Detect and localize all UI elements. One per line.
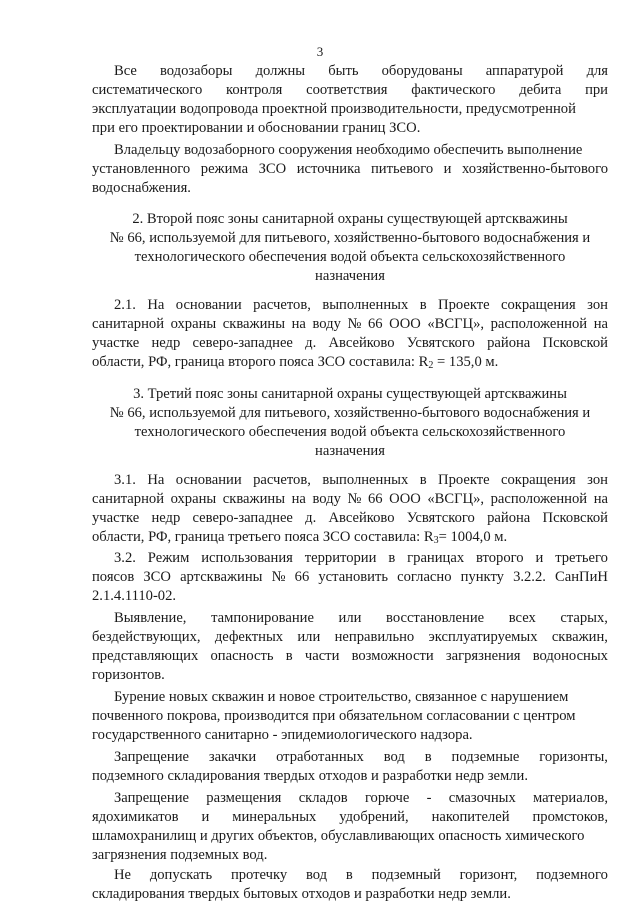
word: зон [587, 297, 608, 313]
word: ООО [389, 491, 421, 507]
word: дебита [519, 82, 562, 98]
word: ООО [389, 316, 421, 332]
paragraph-line: при его проектировании и обосновании границ ЗСО. [92, 120, 421, 136]
word: № [271, 569, 286, 585]
word: накопителей [431, 809, 510, 825]
word: поясов [92, 569, 135, 585]
word: недр [151, 335, 181, 351]
word: зон [587, 472, 608, 488]
section-heading: назначения [315, 268, 385, 284]
word: аппаратурой [485, 63, 564, 79]
word: «ВСГЦ», [427, 316, 485, 332]
word: закачки [208, 749, 257, 765]
word: подземного [536, 867, 608, 883]
paragraph-line [92, 568, 608, 587]
word: скважины [222, 491, 286, 507]
word: складов [298, 790, 348, 806]
word: д. [305, 510, 317, 526]
word: возможности [351, 648, 434, 664]
paragraph-line: почвенного покрова, производится при обязательном согласовании с центром [92, 708, 576, 724]
word: эксплуатируемых [428, 629, 538, 645]
r2-subscript: 2 [428, 360, 434, 371]
word: в [345, 867, 353, 883]
word: расположенной [490, 316, 588, 332]
paragraph-line [92, 81, 608, 100]
word: представляющих [92, 648, 199, 664]
word: материалов, [533, 790, 608, 806]
word: Усвятского [406, 510, 475, 526]
paragraph-line [92, 528, 608, 547]
word: быть [328, 63, 359, 79]
word: на [593, 316, 608, 332]
word: санитарной [92, 316, 164, 332]
word: третьего [555, 550, 608, 566]
word: на [291, 316, 306, 332]
word: фактического [411, 82, 496, 98]
word: или [297, 629, 321, 645]
word: в [424, 749, 432, 765]
paragraph-line: загрязнения подземных вод. [92, 847, 268, 863]
word: на [291, 491, 306, 507]
word: отработанных [276, 749, 364, 765]
paragraph-line: водоснабжения. [92, 180, 191, 196]
word: сокращения [501, 297, 576, 313]
paragraph-line [114, 471, 608, 490]
word: северо-западнее [192, 335, 293, 351]
word: 66 [367, 316, 383, 332]
paragraph-line: складирования твердых бытовых отходов и разработки недр земли. [92, 886, 511, 902]
word: участке [92, 335, 140, 351]
word: Не [114, 867, 132, 883]
section-heading: технологического обеспечения водой объекта сельскохозяйственного [134, 249, 566, 265]
section-heading: № 66, используемой для питьевого, хозяйственно-бытового водоснабжения и [109, 230, 591, 246]
section-heading: 2. Второй пояс зоны санитарной охраны существующей артскважины [132, 211, 568, 227]
word: подземный [371, 867, 441, 883]
word: удобрений, [339, 809, 409, 825]
word: Авсейково [328, 335, 395, 351]
section-heading: технологического обеспечения водой объекта сельскохозяйственного [134, 424, 566, 440]
word: тампонирование [211, 610, 314, 626]
word: или [338, 610, 362, 626]
word: горюче [364, 790, 410, 806]
word: соответствия [306, 82, 388, 98]
paragraph-line [92, 808, 608, 827]
word: хозяйственно-бытового [462, 161, 608, 177]
word: минеральных [232, 809, 317, 825]
word: ЗСО [258, 161, 287, 177]
paragraph-line [92, 353, 608, 372]
word: воду [312, 491, 341, 507]
word: 3.1. [114, 472, 136, 488]
word: и [201, 809, 210, 825]
word: второго [476, 550, 524, 566]
paragraph-line [92, 160, 608, 179]
word: размещения [206, 790, 282, 806]
r3-text: области, РФ, граница третьего пояса ЗСО составила: R [92, 529, 434, 545]
word: согласно [397, 569, 452, 585]
word: всех [508, 610, 536, 626]
word: восстановление [386, 610, 485, 626]
word: загрязнения [445, 648, 521, 664]
word: На [147, 472, 165, 488]
word: - [426, 790, 432, 806]
word: Псковской [542, 510, 608, 526]
word: питьевого [370, 161, 434, 177]
word: Режим [147, 550, 190, 566]
word: опасность [210, 648, 274, 664]
word: и [535, 550, 544, 566]
word: Проекте [438, 297, 490, 313]
word: недр [151, 510, 181, 526]
word: Псковской [542, 335, 608, 351]
word: протечку [230, 867, 288, 883]
word: воду [312, 316, 341, 332]
section-heading: 3. Третий пояс зоны санитарной охраны существующей артскважины [133, 386, 567, 402]
word: вод [383, 749, 405, 765]
word: дефектных [214, 629, 284, 645]
word: части [304, 648, 340, 664]
paragraph-line [114, 549, 608, 568]
section-heading: назначения [315, 443, 385, 459]
word: для [586, 63, 608, 79]
word: Все [114, 63, 137, 79]
word: неправильно [334, 629, 415, 645]
word: водозаборы [160, 63, 233, 79]
word: подземные [451, 749, 520, 765]
paragraph-line: шламохранилищ и других объектов, обуславливающих опасность химического [92, 828, 585, 844]
word: в [419, 297, 427, 313]
word: расчетов, [253, 297, 311, 313]
paragraph-line: Владельцу водозаборного сооружения необходимо обеспечить выполнение [114, 142, 583, 158]
word: систематического [92, 82, 203, 98]
word: охраны [170, 491, 217, 507]
r2-text: области, РФ, граница второго пояса ЗСО составила: R [92, 354, 429, 370]
paragraph-line: Бурение новых скважин и новое строительство, связанное с нарушением [114, 689, 569, 705]
word: 66 [367, 491, 383, 507]
paragraph-line [92, 334, 608, 353]
word: источника [296, 161, 361, 177]
word: 66 [294, 569, 310, 585]
word: в [419, 472, 427, 488]
word: старых, [560, 610, 608, 626]
word: промстоков, [532, 809, 608, 825]
word: должны [255, 63, 306, 79]
word: смазочных [448, 790, 516, 806]
paragraph-line: 2.1.4.1110-02. [92, 588, 177, 604]
word: Авсейково [328, 510, 395, 526]
word: границах [407, 550, 465, 566]
word: На [147, 297, 165, 313]
word: СанПиН [555, 569, 608, 585]
paragraph-line: эксплуатации водопровода проектной производительности, предусмотренной [92, 101, 576, 117]
paragraph-line [114, 296, 608, 315]
paragraph-line: подземного складирования твердых отходов и разработки недр земли. [92, 768, 528, 784]
word: использования [201, 550, 293, 566]
word: 3.2.2. [513, 569, 546, 585]
paragraph-line [92, 647, 608, 666]
word: расчетов, [253, 472, 311, 488]
word: горизонты, [539, 749, 608, 765]
word: пункту [460, 569, 504, 585]
paragraph-line [92, 509, 608, 528]
word: участке [92, 510, 140, 526]
word: установить [318, 569, 389, 585]
paragraph-line: государственного санитарно - эпидемиологического надзора. [92, 727, 473, 743]
word: артскважины [180, 569, 263, 585]
word: ЗСО [143, 569, 171, 585]
word: и [443, 161, 452, 177]
word: водоносных [532, 648, 608, 664]
word: Выявление, [114, 610, 187, 626]
section-heading: № 66, используемой для питьевого, хозяйственно-бытового водоснабжения и [109, 405, 591, 421]
paragraph-line [114, 609, 608, 628]
word: выполненных [322, 297, 409, 313]
word: северо-западнее [192, 510, 293, 526]
word: охраны [170, 316, 217, 332]
paragraph-line: горизонтов. [92, 667, 165, 683]
word: района [487, 335, 531, 351]
word: Запрещение [114, 790, 189, 806]
paragraph-line [114, 866, 608, 885]
word: «ВСГЦ», [427, 491, 485, 507]
page-number: 3 [316, 44, 324, 59]
word: основании [175, 472, 242, 488]
word: ядохимикатов [92, 809, 179, 825]
word: выполненных [322, 472, 409, 488]
word: района [487, 510, 531, 526]
paragraph-line [92, 315, 608, 334]
word: горизонт, [459, 867, 518, 883]
word: скважин, [551, 629, 608, 645]
paragraph-line [114, 789, 608, 808]
word: на [593, 491, 608, 507]
word: в [285, 648, 293, 664]
word: 2.1. [114, 297, 136, 313]
word: допускать [149, 867, 213, 883]
paragraph-line [114, 748, 608, 767]
word: при [585, 82, 608, 98]
word: территории [304, 550, 377, 566]
word: контроля [225, 82, 283, 98]
word: в [388, 550, 396, 566]
word: сокращения [501, 472, 576, 488]
word: бездействующих, [92, 629, 201, 645]
word: расположенной [490, 491, 588, 507]
word: установленного [92, 161, 191, 177]
word: д. [305, 335, 317, 351]
word: вод [305, 867, 328, 883]
word: № [347, 491, 362, 507]
r2-value: = 135,0 м. [433, 354, 499, 370]
r3-subscript: 3 [433, 535, 439, 546]
word: № [347, 316, 362, 332]
word: оборудованы [381, 63, 463, 79]
r3-value: = 1004,0 м. [438, 529, 508, 545]
word: режима [200, 161, 249, 177]
word: основании [175, 297, 242, 313]
word: 3.2. [114, 550, 136, 566]
word: Проекте [438, 472, 490, 488]
paragraph-line [114, 62, 608, 81]
word: санитарной [92, 491, 164, 507]
paragraph-line [92, 490, 608, 509]
paragraph-line [92, 628, 608, 647]
word: Усвятского [406, 335, 475, 351]
word: скважины [222, 316, 286, 332]
word: Запрещение [114, 749, 189, 765]
